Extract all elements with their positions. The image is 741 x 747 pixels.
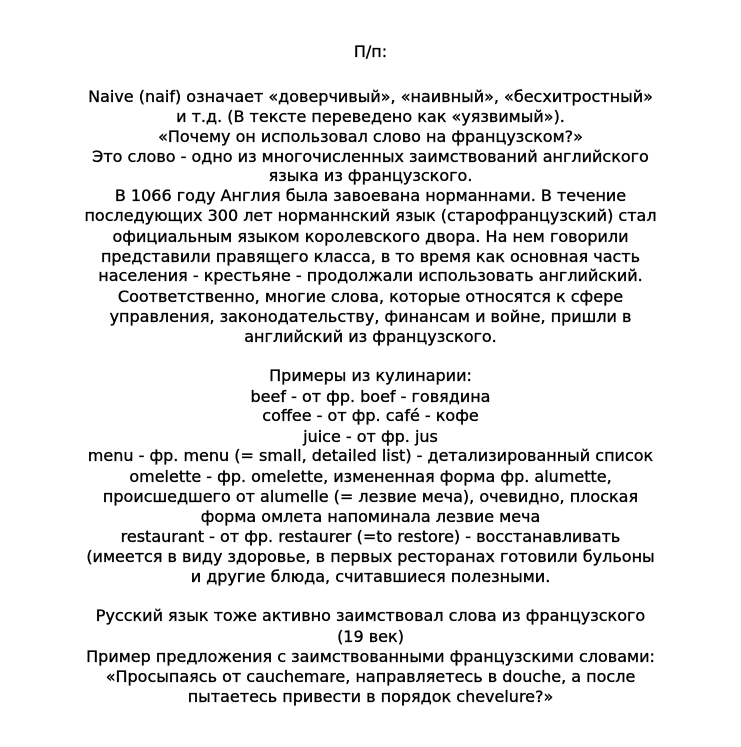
culinary-line: omelette - фр. omelette, измененная форма фр. alumette, [129, 467, 612, 486]
intro-line: населения - крестьяне - продолжали использовать английский. [98, 266, 643, 285]
intro-line: В 1066 году Англия была завоевана норманнами. В течение [114, 186, 627, 205]
intro-line: последующих 300 лет норманнский язык (старофранцузский) стал [84, 206, 657, 225]
intro-line: Соответственно, многие слова, которые относятся к сфере [117, 287, 624, 306]
intro-line: и т.д. (В тексте переведено как «уязвимый»). [176, 107, 565, 126]
intro-line: Это слово - одно из многочисленных заимствований английского [92, 147, 649, 166]
intro-line: представили правящего класса, в то время как основная часть [100, 247, 641, 266]
intro-line: официальным языком королевского двора. На нем говорили [112, 227, 629, 246]
intro-line: «Почему он использовал слово на французском?» [158, 127, 583, 146]
culinary-line: форма омлета напоминала лезвие меча [200, 507, 541, 526]
russian-line: Русский язык тоже активно заимствовал слова из французского [95, 606, 646, 625]
culinary-line: coffee - от фр. café - кофе [262, 406, 479, 425]
intro-line: Naive (naif) означает «доверчивый», «наивный», «бесхитростный» [88, 87, 653, 106]
culinary-heading: Примеры из кулинарии: [269, 366, 472, 385]
culinary-line: (имеется в виду здоровье, в первых ресторанах готовили бульоны [86, 547, 655, 566]
russian-line: (19 век) [337, 627, 404, 646]
culinary-line: restaurant - от фр. restaurer (=to restore) - восстанавливать [120, 527, 621, 546]
culinary-line: menu - фр. menu (= small, detailed list) - детализированный список [87, 446, 654, 465]
russian-line: «Просыпаясь от cauchemare, направляетесь в douche, а после [105, 667, 636, 686]
culinary-line: и другие блюда, считавшиеся полезными. [190, 567, 551, 586]
intro-line: языка из французского. [268, 166, 473, 185]
russian-line: пытаетесь привести в порядок chevelure?» [187, 687, 554, 706]
culinary-line: beef - от фр. boef - говядина [250, 387, 491, 406]
culinary-line: происшедшего от alumelle (= лезвие меча), очевидно, плоская [102, 487, 639, 506]
note-title: П/п: [353, 42, 388, 61]
intro-line: английский из французского. [244, 327, 497, 346]
intro-line: управления, законодательству, финансам и войне, пришли в [109, 307, 632, 326]
culinary-line: juice - от фр. jus [303, 427, 438, 446]
russian-line: Пример предложения с заимствованными французскими словами: [86, 647, 655, 666]
